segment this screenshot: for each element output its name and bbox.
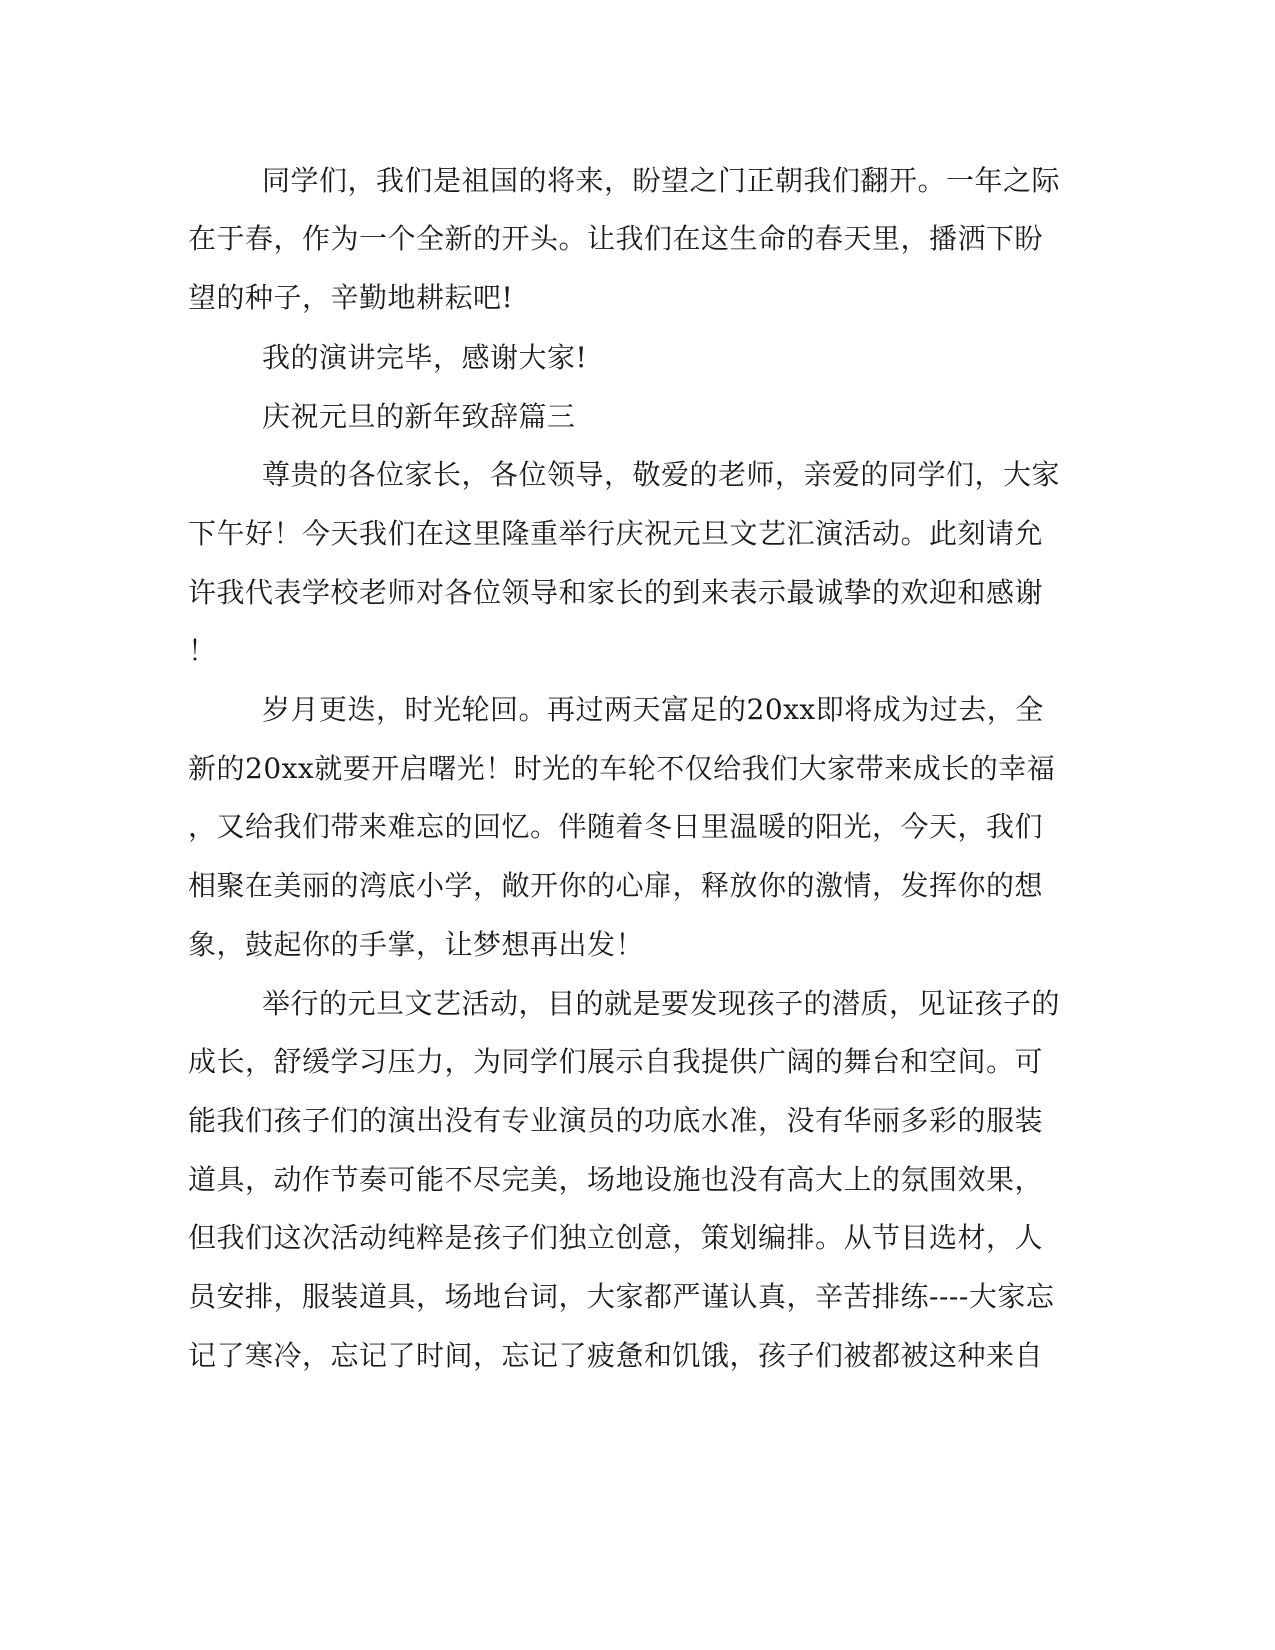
text-line: 下午好！今天我们在这里隆重举行庆祝元旦文艺汇演活动。此刻请允 <box>188 517 1044 550</box>
text-line: 岁月更迭，时光轮回。再过两天富足的20xx即将成为过去，全 <box>262 693 1044 726</box>
text-line: 成长，舒缓学习压力，为同学们展示自我提供广阔的舞台和空间。可 <box>188 1045 1044 1078</box>
text-line: ！ <box>188 634 217 667</box>
text-line: 望的种子，辛勤地耕耘吧! <box>188 281 514 314</box>
text-line: 在于春，作为一个全新的开头。让我们在这生命的春天里，播洒下盼 <box>188 222 1044 255</box>
text-line: 能我们孩子们的演出没有专业演员的功底水准，没有华丽多彩的服装 <box>188 1104 1044 1137</box>
text-line: 员安排，服装道具，场地台词，大家都严谨认真，辛苦排练----大家忘 <box>188 1280 1055 1313</box>
text-line: 许我代表学校老师对各位领导和家长的到来表示最诚挚的欢迎和感谢 <box>188 576 1044 609</box>
text-line: 尊贵的各位家长，各位领导，敬爱的老师，亲爱的同学们，大家 <box>262 458 1061 491</box>
section-heading: 庆祝元旦的新年致辞篇三 <box>262 400 576 433</box>
text-line: 举行的元旦文艺活动，目的就是要发现孩子的潜质，见证孩子的 <box>262 987 1061 1020</box>
text-line: 道具，动作节奏可能不尽完美，场地设施也没有高大上的氛围效果， <box>188 1163 1044 1196</box>
text-line: ，又给我们带来难忘的回忆。伴随着冬日里温暖的阳光，今天，我们 <box>188 810 1044 843</box>
text-line: 但我们这次活动纯粹是孩子们独立创意，策划编排。从节目选材，人 <box>188 1221 1044 1254</box>
text-line: 我的演讲完毕，感谢大家! <box>262 341 588 374</box>
text-line: 记了寒冷，忘记了时间，忘记了疲惫和饥饿，孩子们被都被这种来自 <box>188 1339 1044 1372</box>
text-line: 相聚在美丽的湾底小学，敞开你的心扉，释放你的激情，发挥你的想 <box>188 869 1044 902</box>
text-line: 同学们，我们是祖国的将来，盼望之门正朝我们翻开。一年之际 <box>262 164 1061 197</box>
text-line: 象，鼓起你的手掌，让梦想再出发！ <box>188 928 645 961</box>
text-line: 新的20xx就要开启曙光！时光的车轮不仅给我们大家带来成长的幸福 <box>188 752 1056 785</box>
